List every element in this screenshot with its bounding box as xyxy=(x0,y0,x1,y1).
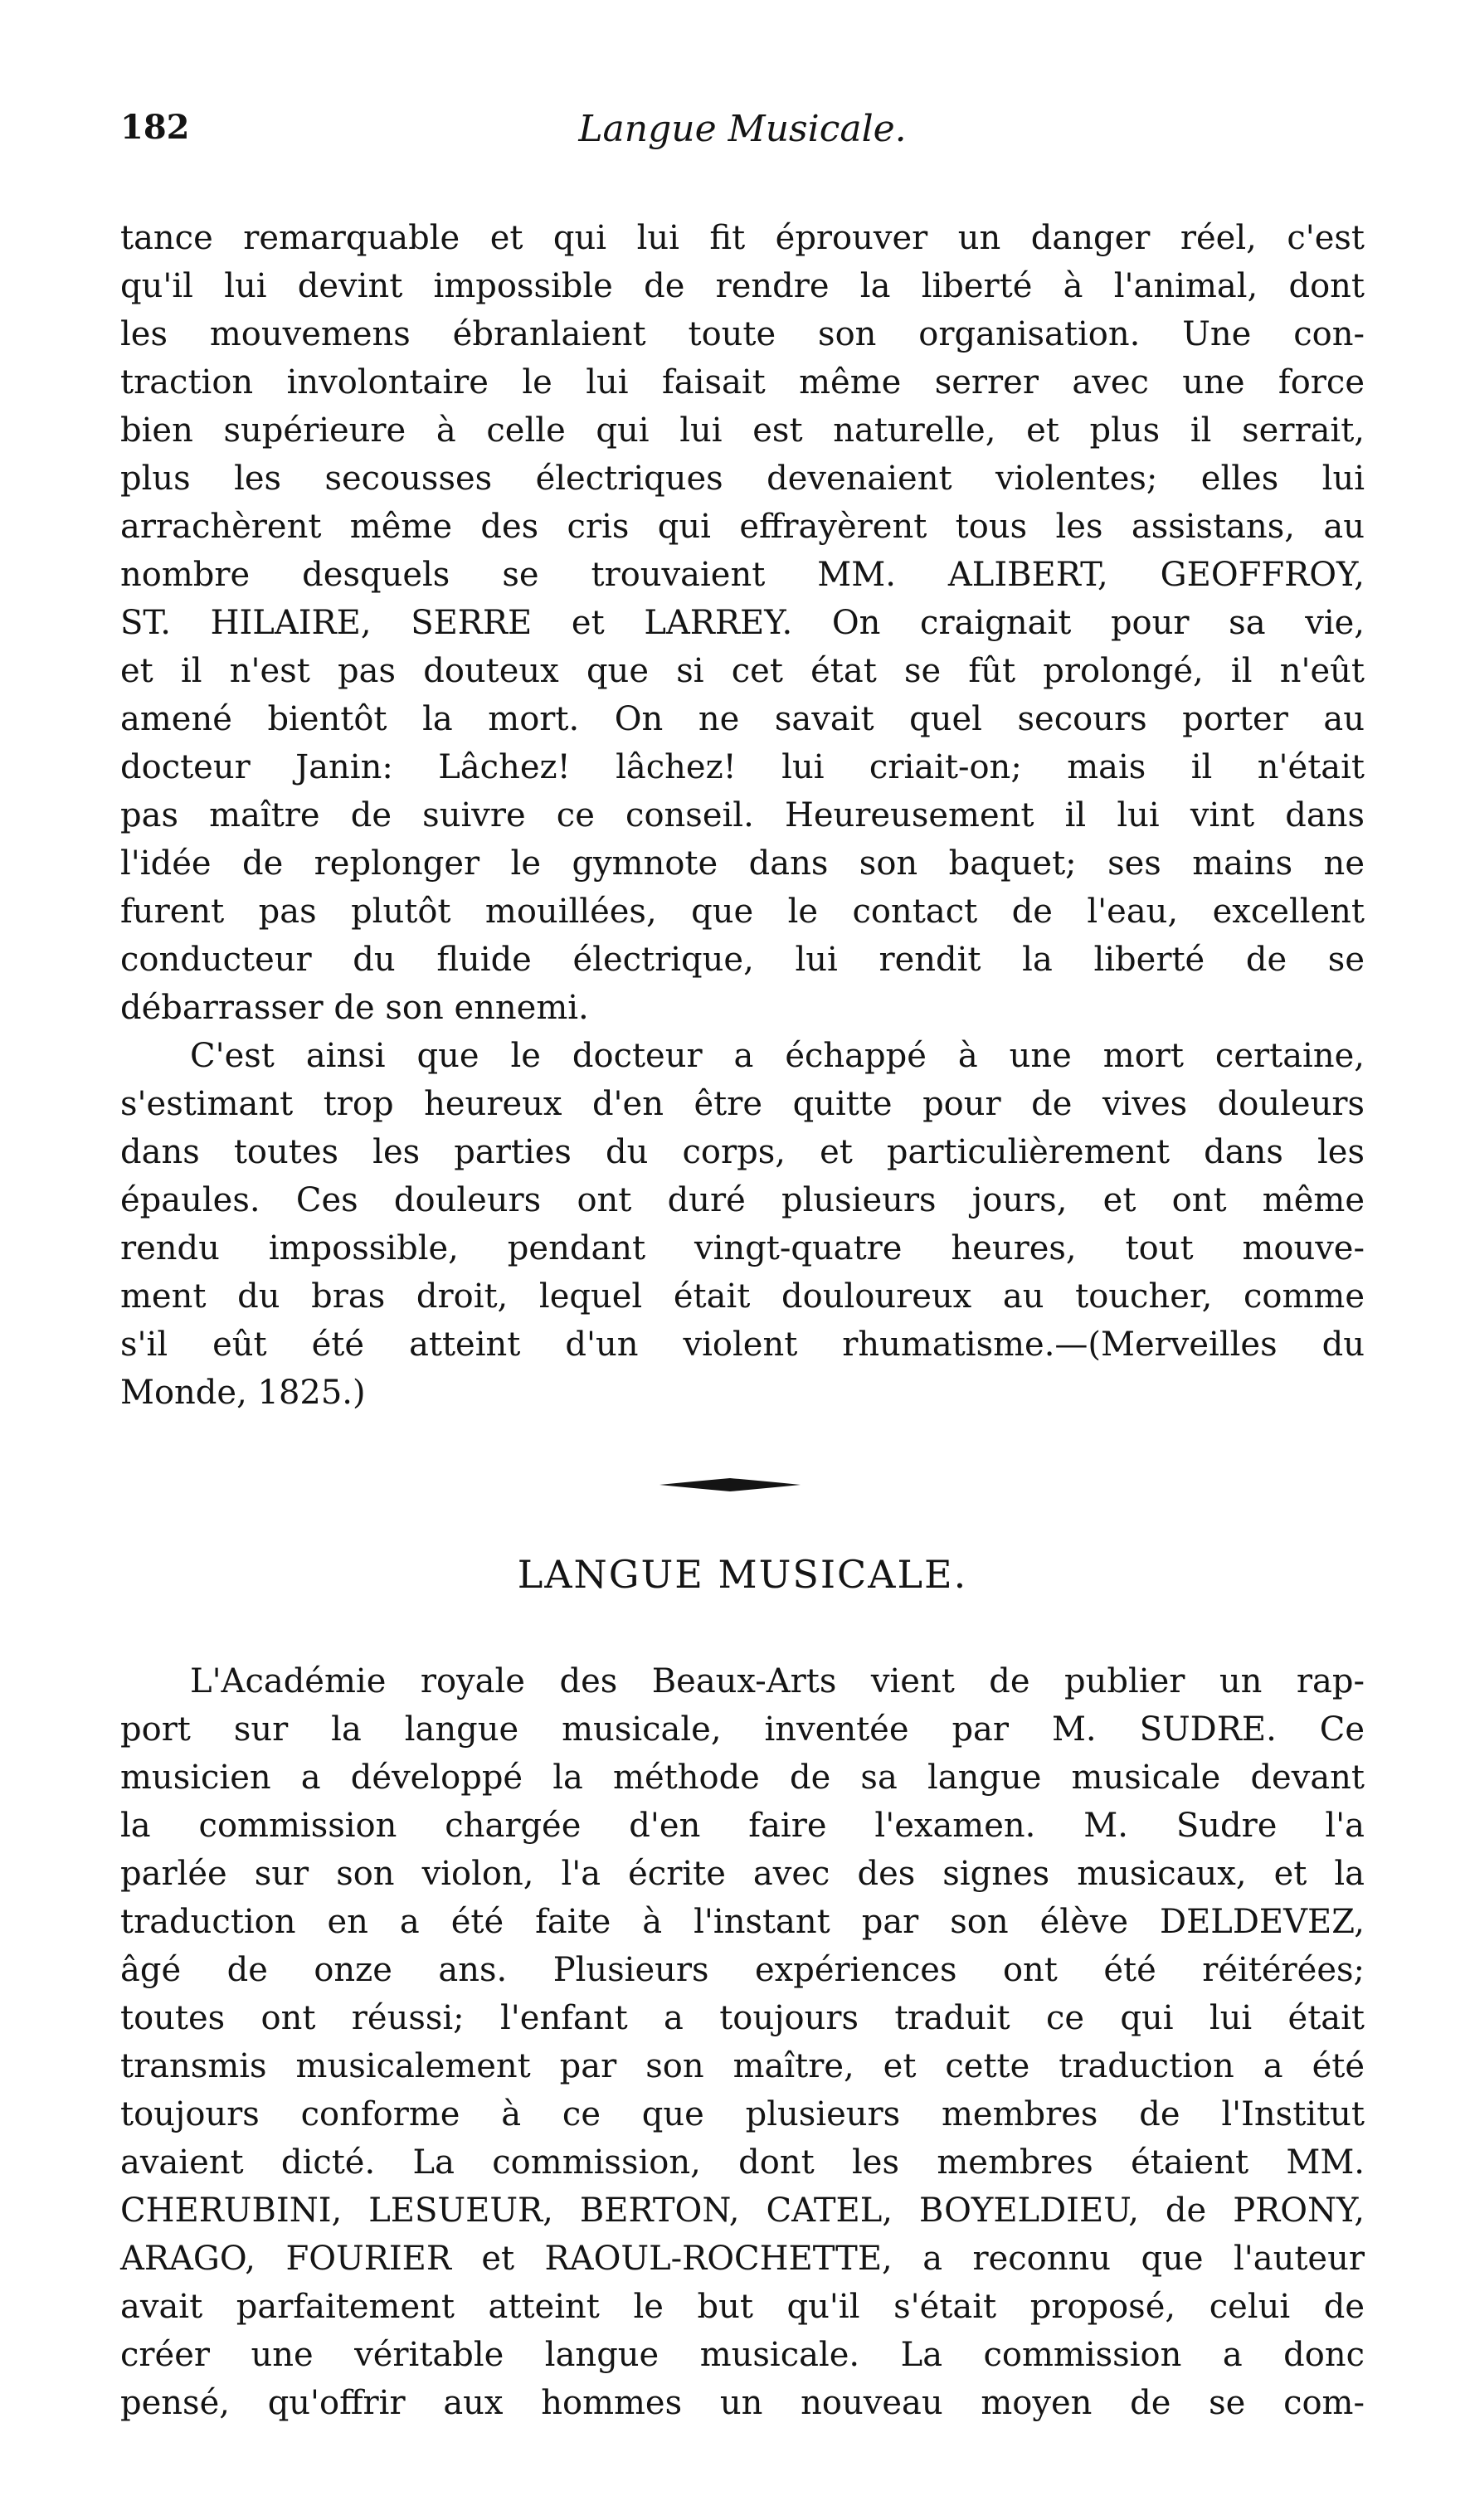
text-line: l'idée de replonger le gymnote dans son baquet; ses mains ne xyxy=(120,844,1365,883)
text-line: s'il eût été atteint d'un violent rhumatisme.—(Merveilles du xyxy=(120,1326,1365,1364)
text-line: docteur Janin: Lâchez! lâchez! lui criait-on; mais il n'était xyxy=(120,748,1365,786)
text-line: rendu impossible, pendant vingt-quatre heures, tout mouve- xyxy=(120,1229,1365,1267)
text-line: toujours conforme à ce que plusieurs membres de l'Institut xyxy=(120,2095,1365,2133)
text-line: plus les secousses électriques devenaient violentes; elles lui xyxy=(120,460,1365,498)
text-line: tance remarquable et qui lui fit éprouver un danger réel, c'est xyxy=(120,219,1365,257)
paragraph-gymnote-incident xyxy=(120,214,1365,1032)
text-line: âgé de onze ans. Plusieurs expériences ont été réitérées; xyxy=(120,1951,1365,1989)
text-line: ment du bras droit, lequel était douloureux au toucher, comme xyxy=(120,1277,1365,1316)
text-line: L'Académie royale des Beaux-Arts vient de publier un rap- xyxy=(190,1662,1365,1700)
text-line: épaules. Ces douleurs ont duré plusieurs jours, et ont même xyxy=(120,1181,1365,1219)
section-heading: LANGUE MUSICALE. xyxy=(517,1552,968,1597)
continued-article xyxy=(120,214,1365,1417)
text-line: ST. HILAIRE, SERRE et LARREY. On craignait pour sa vie, xyxy=(120,604,1365,642)
text-line: traction involontaire le lui faisait même serrer avec une force xyxy=(120,363,1365,401)
text-line: traduction en a été faite à l'instant par son élève DELDEVEZ, xyxy=(120,1903,1365,1941)
running-head xyxy=(120,108,1365,166)
section-divider-ornament xyxy=(120,1450,1365,1533)
text-line: débarrasser de son ennemi. xyxy=(120,989,589,1027)
text-line: port sur la langue musicale, inventée par M. SUDRE. Ce xyxy=(120,1710,1365,1749)
text-line: parlée sur son violon, l'a écrite avec des signes musicaux, et la xyxy=(120,1855,1365,1893)
text-line: la commission chargée d'en faire l'examen. M. Sudre l'a xyxy=(120,1807,1365,1845)
text-line: CHERUBINI, LESUEUR, BERTON, CATEL, BOYELDIEU, de PRONY, xyxy=(120,2192,1365,2230)
text-line: toutes ont réussi; l'enfant a toujours traduit ce qui lui était xyxy=(120,1999,1365,2037)
text-line: avaient dicté. La commission, dont les membres étaient MM. xyxy=(120,2143,1365,2182)
text-line: et il n'est pas douteux que si cet état se fût prolongé, il n'eût xyxy=(120,652,1365,690)
book-page xyxy=(120,108,1365,2427)
text-line: transmis musicalement par son maître, et cette traduction a été xyxy=(120,2047,1365,2085)
text-line: Monde, 1825.) xyxy=(120,1374,366,1412)
text-line: les mouvemens ébranlaient toute son organisation. Une con- xyxy=(120,315,1365,353)
text-line: musicien a développé la méthode de sa langue musicale devant xyxy=(120,1759,1365,1797)
text-line: pensé, qu'offrir aux hommes un nouveau moyen de se com- xyxy=(120,2384,1365,2422)
text-line: pas maître de suivre ce conseil. Heureusement il lui vint dans xyxy=(120,796,1365,834)
text-line: avait parfaitement atteint le but qu'il s'était proposé, celui de xyxy=(120,2288,1365,2326)
text-line: arrachèrent même des cris qui effrayèrent tous les assistans, au xyxy=(120,508,1365,546)
text-line: créer une véritable langue musicale. La commission a donc xyxy=(120,2336,1365,2374)
text-line: amené bientôt la mort. On ne savait quel secours porter au xyxy=(120,700,1365,738)
text-line: nombre desquels se trouvaient MM. ALIBERT, GEOFFROY, xyxy=(120,556,1365,594)
paragraph-doctor-escape xyxy=(120,1032,1365,1417)
text-line: bien supérieure à celle qui lui est naturelle, et plus il serrait, xyxy=(120,411,1365,450)
text-line: s'estimant trop heureux d'en être quitte pour de vives douleurs xyxy=(120,1085,1365,1123)
running-title: Langue Musicale. xyxy=(578,108,907,150)
text-line: ARAGO, FOURIER et RAOUL-ROCHETTE, a reconnu que l'auteur xyxy=(120,2240,1365,2278)
page-number: 182 xyxy=(120,108,190,147)
text-line: C'est ainsi que le docteur a échappé à une mort certaine, xyxy=(190,1037,1365,1075)
text-line: qu'il lui devint impossible de rendre la liberté à l'animal, dont xyxy=(120,267,1365,305)
text-line: furent pas plutôt mouillées, que le contact de l'eau, excellent xyxy=(120,893,1365,931)
text-line: conducteur du fluide électrique, lui rendit la liberté de se xyxy=(120,941,1365,979)
article-langue-musicale xyxy=(120,1657,1365,2427)
divider-rule-icon xyxy=(659,1475,801,1495)
text-line: dans toutes les parties du corps, et particulièrement dans les xyxy=(120,1133,1365,1171)
